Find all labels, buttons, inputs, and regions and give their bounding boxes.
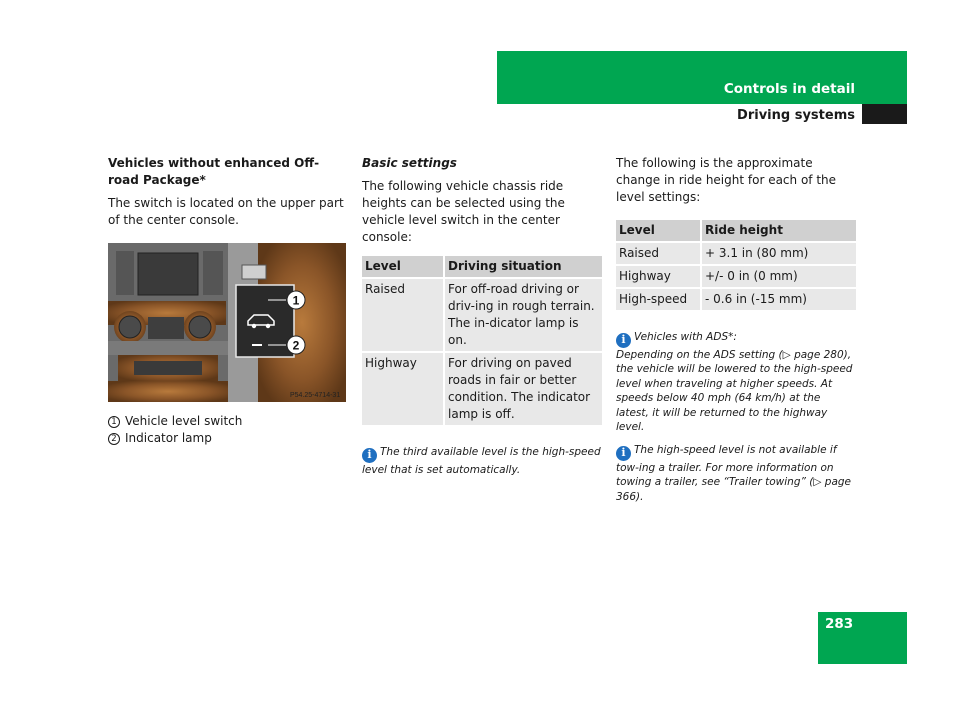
- subheader: [600, 104, 907, 124]
- table-header-cell: Level: [616, 220, 700, 241]
- info-note-ads: [616, 330, 856, 435]
- col2-heading: Basic settings: [362, 156, 457, 170]
- table-header-row: [362, 256, 602, 277]
- legend-number: 2: [108, 433, 120, 445]
- legend-number: 1: [108, 416, 120, 428]
- legend-label: Indicator lamp: [125, 431, 212, 445]
- photo-callout-1: 1: [292, 293, 300, 308]
- table-header-cell: Driving situation: [443, 256, 602, 277]
- table-cell: Highway: [362, 353, 443, 425]
- table-row: [362, 279, 602, 351]
- table-cell: Highway: [616, 266, 700, 287]
- col1-text: The switch is located on the upper part of the center console.: [108, 196, 344, 227]
- table-cell: +/- 0 in (0 mm): [700, 266, 856, 287]
- table-row: [616, 243, 856, 264]
- table-header-cell: Level: [362, 256, 443, 277]
- table-cell: - 0.6 in (-15 mm): [700, 289, 856, 310]
- column-3: [616, 155, 856, 510]
- col1-heading: Vehicles without enhanced Off-road Package*: [108, 156, 320, 187]
- driving-situation-table: [362, 254, 602, 427]
- center-console-photo: [108, 243, 346, 402]
- subheader-marker: [862, 104, 907, 124]
- page-number: 283: [825, 616, 854, 632]
- legend-item: [108, 430, 346, 447]
- table-row: [616, 289, 856, 310]
- photo-callout-2: 2: [292, 338, 300, 353]
- table-row: [362, 353, 602, 425]
- info-text: Depending on the ADS setting (▷ page 280), the vehicle will be lowered to the high-speed level when traveling at higher speeds. At speeds below 40 mph (64 km/h) at the latest, it will be returned to the highway level.: [616, 348, 853, 434]
- info-note: [362, 445, 602, 477]
- photo-code: P54.25-4714-31: [290, 392, 341, 399]
- info-note-trailer: [616, 443, 856, 504]
- column-2: [362, 155, 602, 483]
- page-number-box: [818, 612, 907, 664]
- section-subtitle: Driving systems: [737, 108, 855, 123]
- info-icon: i: [616, 333, 631, 348]
- legend-item: [108, 413, 346, 430]
- table-cell: For off-road driving or driv-ing in rough terrain. The in-dicator lamp is on.: [443, 279, 602, 351]
- col2-intro: The following vehicle chassis ride heights can be selected using the vehicle level switch in the center console:: [362, 179, 565, 244]
- ride-height-table: [616, 218, 856, 312]
- table-cell: Raised: [362, 279, 443, 351]
- info-title: Vehicles with ADS*:: [634, 331, 737, 343]
- table-cell: + 3.1 in (80 mm): [700, 243, 856, 264]
- table-cell: High-speed: [616, 289, 700, 310]
- section-title: Controls in detail: [723, 81, 855, 97]
- table-header-cell: Ride height: [700, 220, 856, 241]
- header-banner: [497, 51, 907, 104]
- col3-intro: The following is the approximate change in ride height for each of the level settings:: [616, 156, 837, 204]
- info-icon: i: [362, 448, 377, 463]
- table-header-row: [616, 220, 856, 241]
- info-text: The third available level is the high-speed level that is set automatically.: [362, 446, 601, 476]
- table-cell: Raised: [616, 243, 700, 264]
- info-icon: i: [616, 446, 631, 461]
- legend-label: Vehicle level switch: [125, 414, 243, 428]
- table-row: [616, 266, 856, 287]
- column-1: [108, 155, 346, 447]
- table-cell: For driving on paved roads in fair or better condition. The indicator lamp is off.: [443, 353, 602, 425]
- info-text: The high-speed level is not available if tow-ing a trailer. For more information on towing a trailer, see “Trailer towing” (▷ page 366).: [616, 443, 852, 503]
